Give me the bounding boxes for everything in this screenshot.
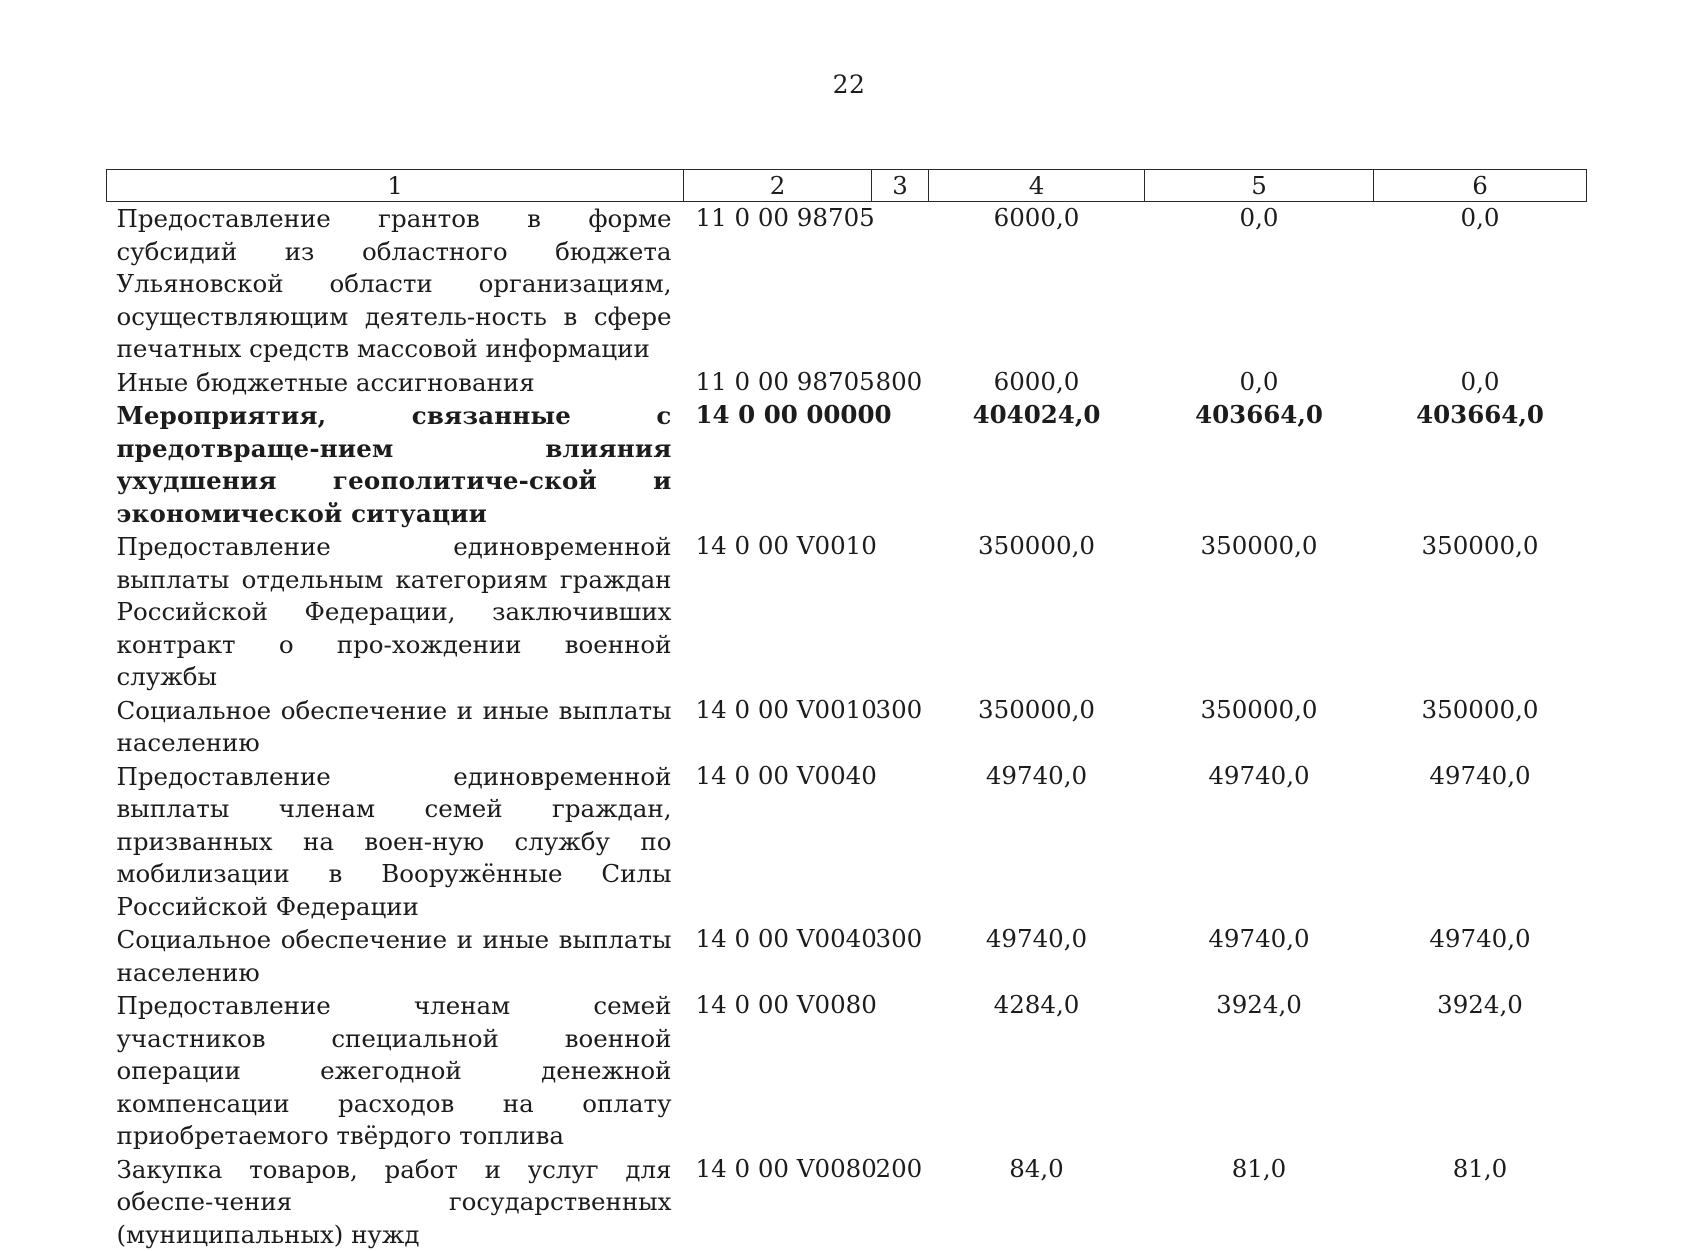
row-value-col6: 0,0 (1374, 202, 1587, 366)
row-code: 14 0 00 V0010 (684, 530, 872, 694)
row-value-col4: 49740,0 (929, 923, 1145, 989)
row-value-col5: 0,0 (1145, 202, 1374, 366)
table-row (107, 1153, 1587, 1251)
row-value-col5: 49740,0 (1145, 760, 1374, 924)
row-type (872, 530, 929, 694)
row-value-col5: 350000,0 (1145, 694, 1374, 760)
row-value-col6: 81,0 (1374, 1153, 1587, 1251)
row-value-col5: 0,0 (1145, 366, 1374, 400)
table-row (107, 366, 1587, 400)
row-name: Закупка товаров, работ и услуг для обеспе-чения государственных (муниципальных) нужд (107, 1153, 684, 1251)
row-value-col5: 350000,0 (1145, 530, 1374, 694)
row-value-col4: 6000,0 (929, 202, 1145, 366)
page-number: 22 (0, 70, 1698, 99)
row-type: 300 (872, 694, 929, 760)
row-value-col5: 49740,0 (1145, 923, 1374, 989)
row-code: 14 0 00 V0080 (684, 989, 872, 1153)
row-code: 14 0 00 V0080 (684, 1153, 872, 1251)
row-code: 14 0 00 V0040 (684, 923, 872, 989)
header-col-6: 6 (1374, 170, 1587, 202)
row-code: 14 0 00 00000 (684, 399, 872, 530)
row-value-col4: 404024,0 (929, 399, 1145, 530)
budget-table (106, 169, 1587, 1251)
row-value-col4: 49740,0 (929, 760, 1145, 924)
row-value-col4: 350000,0 (929, 694, 1145, 760)
row-name: Социальное обеспечение и иные выплаты населению (107, 694, 684, 760)
row-name: Предоставление грантов в форме субсидий из областного бюджета Ульяновской области организациям, осуществляющим деятель-ность в сфере печатных средств массовой информации (107, 202, 684, 366)
row-value-col4: 4284,0 (929, 989, 1145, 1153)
header-row (107, 170, 1587, 202)
row-value-col6: 3924,0 (1374, 989, 1587, 1153)
row-value-col6: 49740,0 (1374, 760, 1587, 924)
header-col-1: 1 (107, 170, 684, 202)
header-col-2: 2 (684, 170, 872, 202)
row-type (872, 202, 929, 366)
row-code: 14 0 00 V0010 (684, 694, 872, 760)
row-type (872, 760, 929, 924)
header-col-3: 3 (872, 170, 929, 202)
table-row (107, 760, 1587, 924)
row-value-col4: 6000,0 (929, 366, 1145, 400)
row-name: Предоставление единовременной выплаты отдельным категориям граждан Российской Федерации, заключивших контракт о про-хождении военной службы (107, 530, 684, 694)
row-code: 11 0 00 98705 (684, 366, 872, 400)
row-type: 300 (872, 923, 929, 989)
row-type (872, 989, 929, 1153)
table-body (107, 202, 1587, 1251)
row-name: Предоставление единовременной выплаты членам семей граждан, призванных на воен-ную службу по мобилизации в Вооружённые Силы Российской Федерации (107, 760, 684, 924)
row-code: 14 0 00 V0040 (684, 760, 872, 924)
row-code: 11 0 00 98705 (684, 202, 872, 366)
row-value-col6: 49740,0 (1374, 923, 1587, 989)
row-value-col6: 0,0 (1374, 366, 1587, 400)
row-value-col5: 3924,0 (1145, 989, 1374, 1153)
header-col-5: 5 (1145, 170, 1374, 202)
row-value-col5: 403664,0 (1145, 399, 1374, 530)
row-name: Иные бюджетные ассигнования (107, 366, 684, 400)
row-value-col6: 403664,0 (1374, 399, 1587, 530)
row-value-col4: 84,0 (929, 1153, 1145, 1251)
row-name: Социальное обеспечение и иные выплаты населению (107, 923, 684, 989)
table-row (107, 989, 1587, 1153)
header-col-4: 4 (929, 170, 1145, 202)
table-row (107, 923, 1587, 989)
row-type: 200 (872, 1153, 929, 1251)
table-row (107, 694, 1587, 760)
row-name: Предоставление членам семей участников специальной военной операции ежегодной денежной компенсации расходов на оплату приобретаемого твёрдого топлива (107, 989, 684, 1153)
row-value-col4: 350000,0 (929, 530, 1145, 694)
row-value-col6: 350000,0 (1374, 694, 1587, 760)
row-value-col6: 350000,0 (1374, 530, 1587, 694)
table-header (107, 170, 1587, 202)
table-row-section (107, 399, 1587, 530)
table-row (107, 530, 1587, 694)
row-name: Мероприятия, связанные с предотвраще-нием влияния ухудшения геополитиче-ской и экономической ситуации (107, 399, 684, 530)
table-row (107, 202, 1587, 366)
row-type: 800 (872, 366, 929, 400)
row-value-col5: 81,0 (1145, 1153, 1374, 1251)
